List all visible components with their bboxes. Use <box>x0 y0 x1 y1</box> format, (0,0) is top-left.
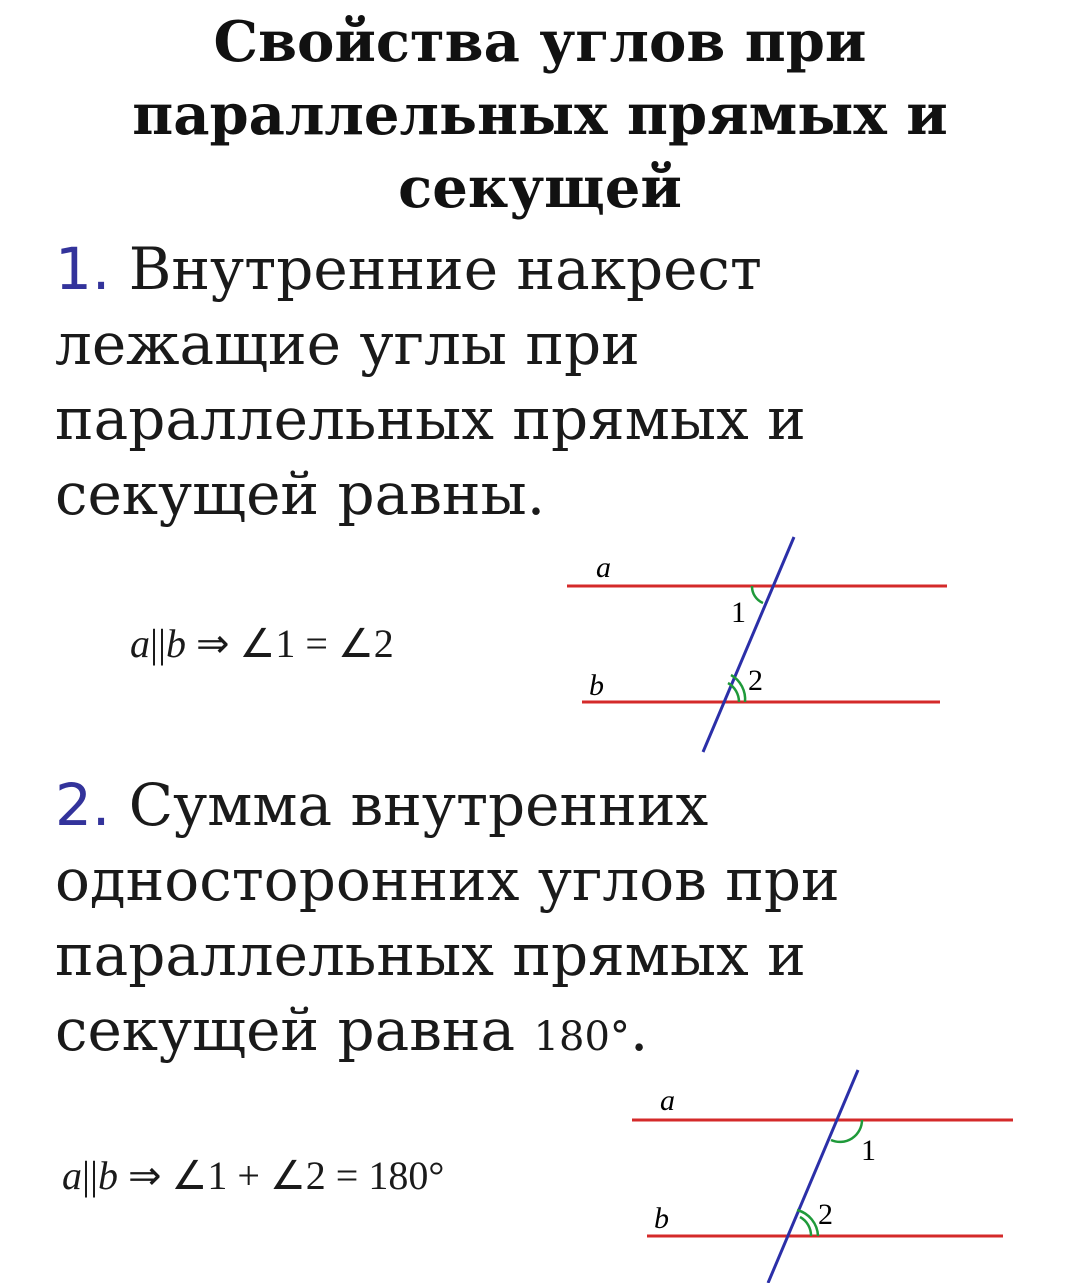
formula-parallel-sign: || <box>150 621 167 666</box>
title-line: Свойства углов при <box>213 9 867 75</box>
property-number: 2. <box>55 771 111 839</box>
formula-var-b: b <box>166 621 187 666</box>
statement-text: секущей равна <box>55 996 534 1064</box>
formula-parallel-sign: || <box>82 1153 99 1198</box>
statement-line: односторонних углов при <box>55 846 840 914</box>
label-b: b <box>589 669 604 702</box>
formula-var-b: b <box>98 1153 119 1198</box>
statement-text: Сумма внутренних <box>128 771 709 839</box>
title-line: параллельных прямых и <box>132 82 948 148</box>
label-a: a <box>660 1084 675 1117</box>
statement-line: лежащие углы при <box>55 310 640 378</box>
angle-1-label: 1 <box>731 596 746 629</box>
statement-line: секущей равны. <box>55 460 546 528</box>
statement-line: параллельных прямых и <box>55 921 806 989</box>
label-b: b <box>654 1202 669 1235</box>
sentence-end: . <box>629 996 649 1064</box>
transversal-line <box>768 1070 858 1283</box>
statement-line: параллельных прямых и <box>55 385 806 453</box>
angle-1-label: 1 <box>861 1134 876 1167</box>
formula-rest: ⇒ ∠1 + ∠2 = 180° <box>118 1153 445 1198</box>
angle-2-arc-inner <box>800 1217 811 1236</box>
title-line: секущей <box>398 155 682 221</box>
label-a: a <box>596 551 611 584</box>
statement-text: Внутренние накрест <box>128 235 762 303</box>
angle-2-label: 2 <box>748 664 763 697</box>
formula-rest: ⇒ ∠1 = ∠2 <box>186 621 394 666</box>
formula-var-a: a <box>130 621 150 666</box>
formula-var-a: a <box>62 1153 82 1198</box>
angle-2-label: 2 <box>818 1198 833 1231</box>
property-number: 1. <box>55 235 111 303</box>
degree-value: 180° <box>533 1014 630 1060</box>
